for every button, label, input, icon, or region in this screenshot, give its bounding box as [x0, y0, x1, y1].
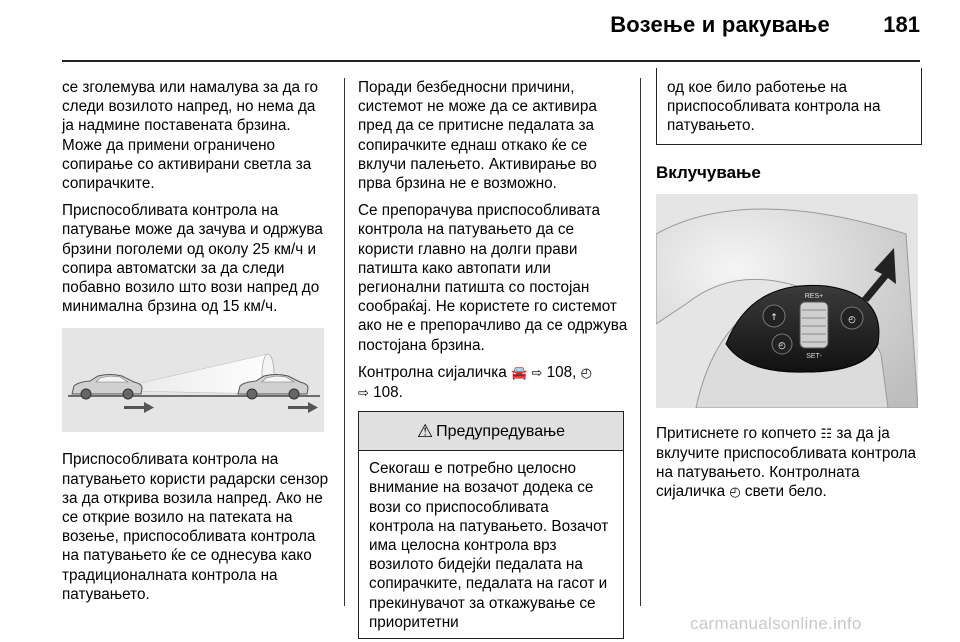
paragraph: Приспособливата контрола на патувањето користи радарски сензор за да открива возила напред. Ако не се открие возило на патеката на возење, приспособливата контрола на патувањето ќе се однесува како традиционалната контрола на патувањето. — [62, 451, 329, 603]
column-1 — [62, 78, 330, 612]
control-light-reference: Контролна сијаличка 🚘 ⇨ 108, ◴ ⇨ 108. — [358, 363, 592, 402]
warning-header — [359, 412, 623, 451]
warning-title: Предупредување — [436, 422, 565, 440]
svg-text:◴: ◴ — [778, 340, 786, 351]
speed-thumbwheel — [800, 302, 828, 348]
paragraph: се зголемува или намалува за да го следи возилото напред, но нема да ја надмине поставената брзина. Може да примени ограничено сопирање со активирани светла за сопирачките. — [62, 79, 319, 193]
res-label: RES+ — [804, 292, 824, 300]
direction-arrow-icon — [124, 402, 154, 413]
cruise-control-icon: ◴ — [729, 485, 741, 501]
radar-illustration — [62, 328, 324, 432]
page-title: Возење и ракување — [610, 12, 830, 37]
svg-text:◴: ◴ — [848, 314, 856, 325]
steering-wheel-controls — [656, 194, 918, 408]
page-ref-arrow-icon: ⇨ — [531, 365, 543, 381]
radar-cars-illustration — [62, 328, 324, 432]
page-number: 181 — [883, 12, 920, 37]
steering-wheel-illustration — [656, 194, 918, 408]
adaptive-cruise-button-icon — [841, 307, 863, 329]
svg-text:↑: ↑ — [770, 312, 778, 323]
column-divider — [344, 78, 345, 606]
adaptive-cruise-button-icon: ☷ — [820, 426, 833, 442]
warning-triangle-icon: ⚠ — [417, 420, 434, 441]
section-heading: Вклучување — [656, 162, 761, 182]
paragraph: Приспособливата контрола на патување може да зачува и одржува брзини поголеми од околу 25 км/ч и сопира автоматски за да следи побавно возило што вози напред до минимална брзина од 15 км/ч. — [62, 202, 323, 316]
header-rule — [62, 60, 920, 62]
warning-continuation-box: од кое било работење на приспособливата контрола на патувањето. — [656, 68, 922, 145]
page-ref-arrow-icon: ⇨ — [358, 386, 369, 402]
warning-body: Секогаш е потребно целосно внимание на возачот додека се вози со приспособливата контрола на патувањето. Возачот има целосна контрола врз возилото бидејќи педалата на сопирачките, педалата на гасот и прекинувачот за откажување се приоритетни — [369, 460, 609, 631]
cruise-control-icon: ◴ — [580, 365, 592, 381]
paragraph: Поради безбедносни причини, системот не може да се активира пред да се притисне педалата за сопирачките еднаш откако ќе се вклучи палењето. Активирање во прва брзина не е возможно. — [358, 79, 597, 193]
set-label: SET- — [806, 352, 822, 360]
column-2 — [358, 78, 628, 639]
warning-box — [358, 411, 624, 639]
page-reference-link[interactable]: 108. — [373, 384, 403, 402]
direction-arrow-icon — [288, 402, 318, 413]
cruise-left-button-icon — [763, 305, 785, 327]
car-front-icon: 🚘 — [511, 365, 528, 381]
page-reference-link[interactable]: 108, — [546, 363, 577, 381]
watermark: carmanualsonline.info — [690, 614, 862, 633]
paragraph: Се препорачува приспособливата контрола на патувањето да се користи главно на долги прави патишта како автопати или регионални патишта со постојан сообраќај. Не користете го системот ако не е препорачливо да се одржува постојана брзина. — [358, 202, 628, 354]
column-3 — [656, 78, 922, 511]
page-header — [0, 0, 960, 62]
cruise-cancel-button-icon — [772, 334, 792, 354]
column-divider — [640, 78, 641, 606]
activation-instructions: Притиснете го копчето ☷ за да ја вклучите приспособливата контрола на патувањето. Контролната сијаличка ◴ свети бело. — [656, 424, 916, 501]
